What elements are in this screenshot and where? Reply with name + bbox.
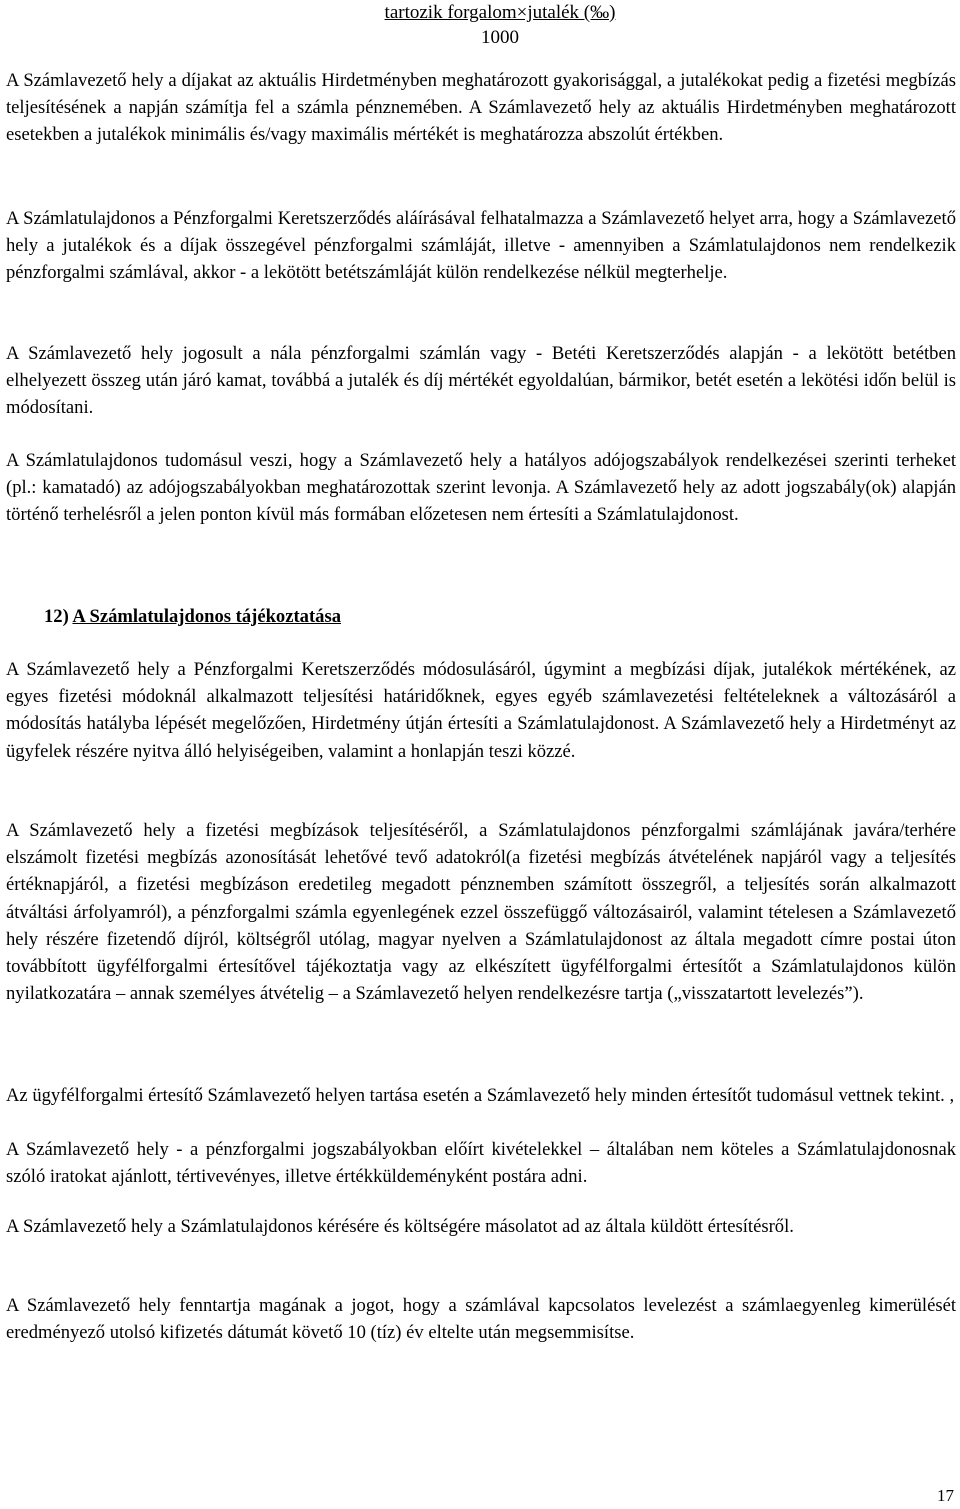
- paragraph-ugyfelforgalmi-ertesito: A Számlavezető hely a fizetési megbízások teljesítéséről, a Számlatulajdonos pénzforgalmi számlájának javára/terhére elszámolt fizetési megbízás azonosítását lehetővé tevő adatokról(a fizetési megbízás átvételének napjáról vagy a teljesítés értéknapjáról, a fizetési megbízáson eredetileg megadott pénznemben számított összegről, a teljesítés során alkalmazott átváltási árfolyamról), a pénzforgalmi számla egyenlegének ezzel összefüggő változásairól, valamint tételesen a Számlavezető hely részére fizetendő díjról, költségről utólag, magyar nyelven a Számlatulajdonost az általa megadott címre postai úton továbbított ügyfélforgalmi értesítővel tájékoztatja vagy az elkészített ügyfélforgalmi értesítőt a Számlatulajdonos külön nyilatkozatára – annak személyes átvételig – a Számlavezető helyen rendelkezésre tartja („visszatartott levelezés”).: [6, 820, 956, 1005]
- paragraph-visszatartott-levelezes: Az ügyfélforgalmi értesítő Számlavezető helyen tartása esetén a Számlavezető hely minden értesítőt tudomásul vettnek tekint. ,: [6, 1085, 955, 1106]
- formula-denominator: 1000: [481, 27, 519, 48]
- paragraph-adoterhek: A Számlatulajdonos tudomásul veszi, hogy a Számlavezető hely a hatályos adójogszabályok rendelkezései szerinti terheket (pl.: kamatadó) az adójogszabályokban meghatározottak szerint levonja. A Számlavezető hely az adott jogszabály(ok) alapján történő terhelésről a jelen ponton kívül más formában előzetesen nem értesíti a Számlatulajdonost.: [6, 450, 956, 526]
- paragraph-hirdetmeny: A Számlavezető hely a Pénzforgalmi Keretszerződés módosulásáról, úgymint a megbízási díjak, jutalékok mértékének, az egyes fizetési módoknál alkalmazott teljesítési határidőknek, egyes egyéb számlavezetési feltételeknek a változásáról a módosítás hatályba lépését megelőzően, Hirdetmény útján értesíti a Számlatulajdonost. A Számlavezető hely a Hirdetményt az ügyfelek részére nyitva álló helyiségeiben, valamint a honlapján teszi közzé.: [6, 659, 956, 762]
- paragraph-felhatalmazas: A Számlatulajdonos a Pénzforgalmi Keretszerződés aláírásával felhatalmazza a Számlavezető helyet arra, hogy a Számlavezető hely a jutalékok és a díjak összegével pénzforgalmi számláját, illetve - amennyiben a Számlatulajdonos nem rendelkezik pénzforgalmi számlával, akkor - a lekötött betétszámláját külön rendelkezése nélkül megterhelje.: [6, 208, 956, 284]
- section-number: 12): [44, 606, 69, 627]
- formula-numerator: tartozik forgalom×jutalék (‰): [384, 2, 616, 23]
- paragraph-levelezes-megsemmisitese: A Számlavezető hely fenntartja magának a jogot, hogy a számlával kapcsolatos levelezést a számlaegyenleg kimerülését eredményező utolsó kifizetés dátumát követő 10 (tíz) év eltelte után megsemmisítse.: [6, 1295, 956, 1344]
- page-number: 17: [937, 1486, 954, 1505]
- paragraph-dijak-felszamitasa: A Számlavezető hely a díjakat az aktuális Hirdetményben meghatározott gyakorisággal, a jutalékokat pedig a fizetési megbízás teljesítésének a napján számítja fel a számla pénznemében. A Számlavezető hely az aktuális Hirdetményben meghatározott esetekben a jutalékok minimális és/vagy maximális mértékét is meghatározza abszolút értékben.: [6, 70, 956, 146]
- jutalek-formula: [320, 0, 680, 50]
- section-title: A Számlatulajdonos tájékoztatása: [72, 606, 341, 627]
- paragraph-postara-adas: A Számlavezető hely - a pénzforgalmi jogszabályokban előírt kivételekkel – általában nem köteles a Számlatulajdonosnak szóló iratokat ajánlott, tértivevényes, illetve értékküldeményként postára adni.: [6, 1139, 956, 1188]
- paragraph-modositasi-jog: A Számlavezető hely jogosult a nála pénzforgalmi számlán vagy - Betéti Keretszerződés alapján - a lekötött betétben elhelyezett összeg után járó kamat, továbbá a jutalék és díj mértékét egyoldalúan, bármikor, betét esetén a lekötési időn belül is módosítani.: [6, 343, 956, 419]
- paragraph-masolat: A Számlavezető hely a Számlatulajdonos kérésére és költségére másolatot ad az általa küldött értesítésről.: [6, 1216, 794, 1237]
- section-heading-12: [44, 604, 341, 630]
